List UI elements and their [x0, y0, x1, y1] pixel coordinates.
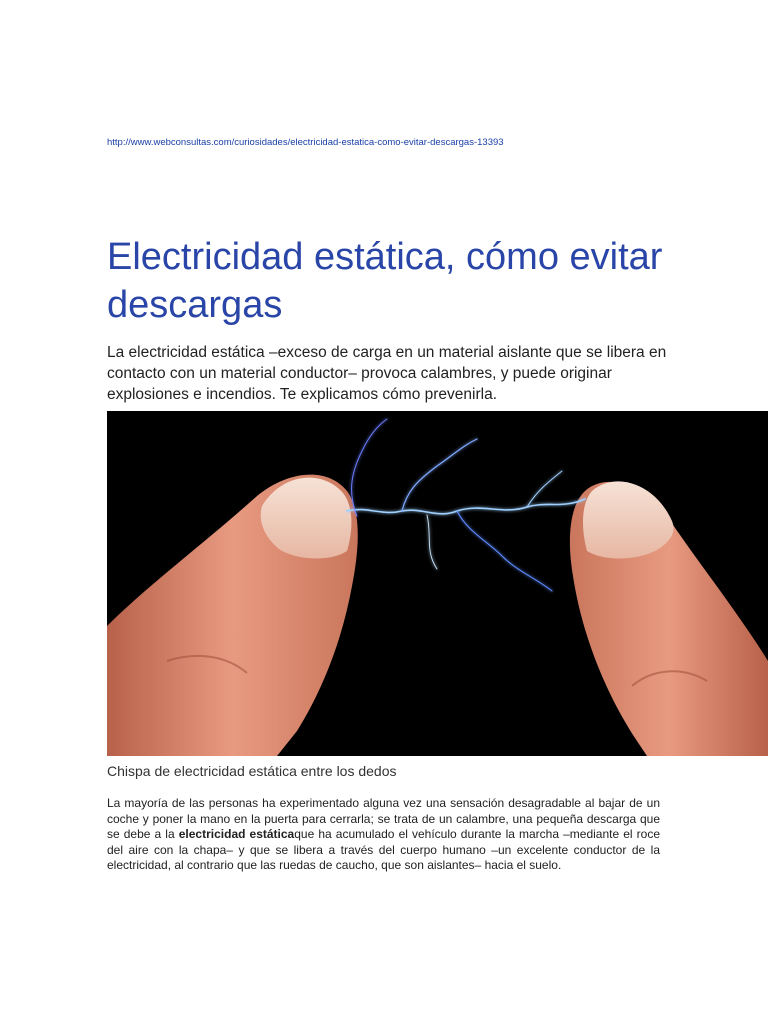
article-body	[107, 796, 660, 874]
source-link[interactable]: http://www.webconsultas.com/curiosidades/electricidad-estatica-como-evitar-descargas-13393	[107, 137, 504, 148]
static-spark-photo	[107, 411, 768, 756]
body-text-part1: La mayoría de las personas ha experimentado alguna vez una sensación desagradable al bajar de un coche y poner la mano en la puerta para cerrarla; se trata de un calambre, una pequeña descarga que se debe a la	[107, 796, 660, 841]
body-keyword-bold: electricidad estática	[178, 827, 295, 841]
article-title: Electricidad estática, cómo evitar descargas	[107, 236, 663, 326]
body-text-part2: que ha acumulado el vehículo durante la marcha –mediante el roce del aire con la chapa– y que se libera a través del cuerpo humano –un excelente conductor de la electricidad, al contrario que las ruedas de caucho, que son aislantes– hacia el suelo.	[107, 827, 661, 872]
article-lead: La electricidad estática –exceso de carga en un material aislante que se libera en contacto con un material conductor– provoca calambres, y puede originar explosiones e incendios. Te explicamos cómo prevenirla.	[107, 344, 667, 403]
image-caption: Chispa de electricidad estática entre los dedos	[107, 763, 397, 779]
fingers-spark-illustration	[107, 411, 768, 756]
